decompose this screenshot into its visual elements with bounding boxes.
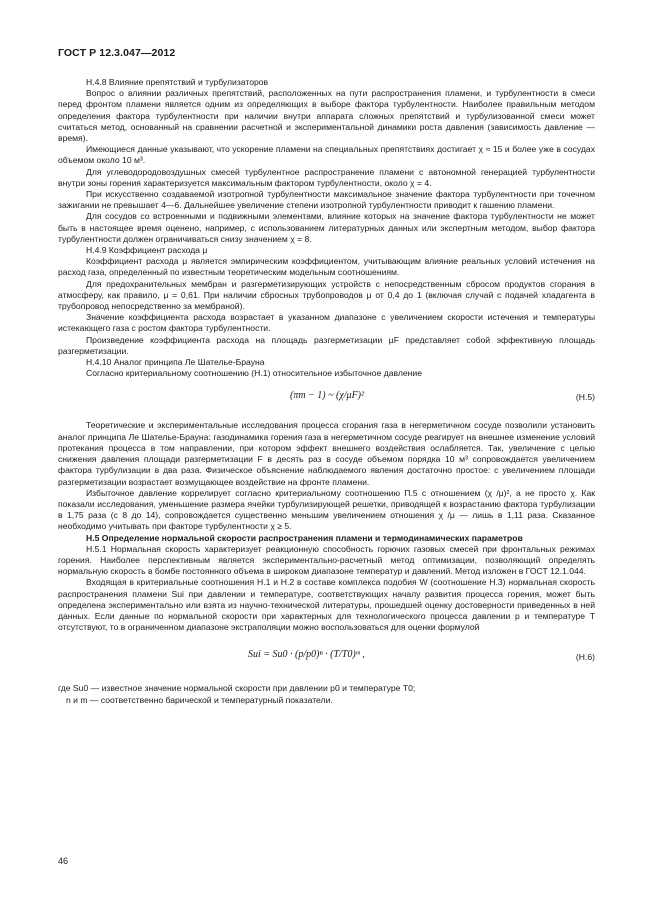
formula-h5-number: (Н.5): [575, 392, 595, 403]
section-heading-h49: Н.4.9 Коэффициент расхода μ: [86, 245, 208, 256]
paragraph: Значение коэффициента расхода возрастает в указанном диапазоне с увеличением скорости истечения и температуры истекающего газа с ростом фактора турбулентности.: [58, 312, 595, 334]
page-content: [58, 77, 595, 706]
formula-legend: [58, 683, 595, 705]
formula-h5: [58, 382, 595, 416]
paragraph: Коэффициент расхода μ является эмпирическим коэффициентом, учитывающим влияние реальных условий истечения на расход газа, определенный по известным теоретическим модельным соотношениям.: [58, 256, 595, 278]
paragraph: Имеющиеся данные указывают, что ускорение пламени на специальных препятствиях достигает χ ≈ 15 и более уже в сосудах объемом около 10 м³.: [58, 144, 595, 166]
paragraph: Избыточное давление коррелирует согласно критериальному соотношению П.5 с отношением (χ /μ)², а не просто χ. Как показали исследования, уменьшение размера ячейки турбулизирующей решетки, приводящей к возрастанию фактора турбулизации в 1,75 раза (с 8 до 14), сопровождается существенно меньшим увеличением отношения χ /μ — лишь в 1,11 раза. Сказанное необходимо учитывать при факторе турбулентности χ ≥ 5.: [58, 487, 595, 532]
paragraph: При искусственно создаваемой изотропной турбулентности максимальное значение фактора турбулентности при точечном зажигании не превышает 4—6. Дальнейшее увеличение степени изотропной турбулентности приводит к гашению пламени.: [58, 189, 595, 211]
paragraph: Для предохранительных мембран и разгерметизирующих устройств с непосредственным сбросом продуктов сгорания в атмосферу, как правило, μ = 0,61. При наличии сбросных трубопроводов μ от 0,4 до 1 (включая случай с подачей хладагента в трубопровод непосредственно за мембраной).: [58, 278, 595, 312]
legend-line: n и m — соответственно барической и температурный показатели.: [66, 694, 333, 705]
section-heading-h410: Н.4.10 Аналог принципа Ле Шателье-Брауна: [86, 357, 265, 368]
formula-h6-number: (Н.6): [575, 652, 595, 663]
standard-header: ГОСТ Р 12.3.047—2012: [58, 47, 176, 59]
paragraph: Входящая в критериальные соотношения Н.1 и Н.2 в составе комплекса подобия W (соотношение Н.3) нормальная скорость распространения пламени Sui при давлении и температуре, соответствующих началу развития процесса горения, может быть определена экспериментально или взята из научно-технической литературы, прошедшей оценку достоверности приведенных в ней данных. Если данные по нормальной скорости при характерных для технологического процесса давлении p и температуре T отсутствуют, то в ограниченном диапазоне экстраполяции можно воспользоваться для оценки формулой: [58, 577, 595, 633]
formula-h6-expression: Sui = Su0 · (p/p0)ⁿ · (T/T0)ᵐ ,: [248, 649, 365, 661]
paragraph: Н.5.1 Нормальная скорость характеризует реакционную способность горючих газовых смесей при фронтальных режимах горения. Наиболее перспективным является экспериментально-расчетный метод оптимизации, позволяющий определять нормальную скорость в бомбе постоянного объема в широком диапазоне температур и давлений. Метод изложен в ГОСТ 12.1.044.: [58, 543, 595, 577]
paragraph: Для углеводородовоздушных смесей турбулентное распространение пламени с автономной генерацией турбулентности внутри зоны горения характеризуется максимальным фактором турбулентности, около χ = 4.: [58, 166, 595, 188]
paragraph: Для сосудов со встроенными и подвижными элементами, влияние которых на значение фактора турбулентности не может быть в настоящее время оценено, например, с использованием литературных данных или экспертным методом, выбор фактора турбулентности должен ограничиваться снизу значением χ = 8.: [58, 211, 595, 244]
section-heading-h48: Н.4.8 Влияние препятствий и турбулизаторов: [86, 77, 269, 87]
paragraph: Согласно критериальному соотношению (Н.1) относительное избыточное давление: [86, 368, 423, 379]
paragraph: Вопрос о влиянии различных препятствий, расположенных на пути распространения пламени, и турбулентности в смеси перед фронтом пламени является одним из определяющих в выборе фактора турбулентности. Наиболее правильным методом определения фактора турбулентности при наличии внутри аппарата сложных препятствий и турбулизованной смеси может считаться метод, основанный на сравнении расчетной и экспериментальной динамики роста давления (зависимость давление — время).: [58, 88, 595, 144]
paragraph: Произведение коэффициента расхода на площадь разгерметизации μF представляет собой эффективную площадь разгерметизации.: [58, 334, 595, 356]
formula-h5-expression: (πm − 1) ~ (χ/μF)²: [290, 390, 365, 402]
section-heading-h5: Н.5 Определение нормальной скорости распространения пламени и термодинамических параметров: [86, 532, 523, 543]
formula-h6: [58, 639, 595, 679]
paragraph: Теоретические и экспериментальные исследования процесса сгорания газа в негерметичном сосуде позволили установить аналог принципа Ле Шателье-Брауна: газодинамика горения газа в негерметичном сосуде реагирует на внешнее изменение условий протекания процесса в том направлении, при котором эффект внешнего воздействия ослабляется. Так, увеличение с целью снижения давления площади разгерметизации F в десять раз в сосуде объемом порядка 10 м³ сопровождается увеличением фактора турбулизации в два раза. Физическое объяснение наблюдаемого явления достаточно простое: с увеличением площади разгерметизации возрастает возмущающее воздействие на фронте пламени.: [58, 420, 595, 487]
legend-line: где Su0 — известное значение нормальной скорости при давлении p0 и температуре T0;: [58, 683, 416, 694]
page-number: 46: [58, 856, 69, 866]
